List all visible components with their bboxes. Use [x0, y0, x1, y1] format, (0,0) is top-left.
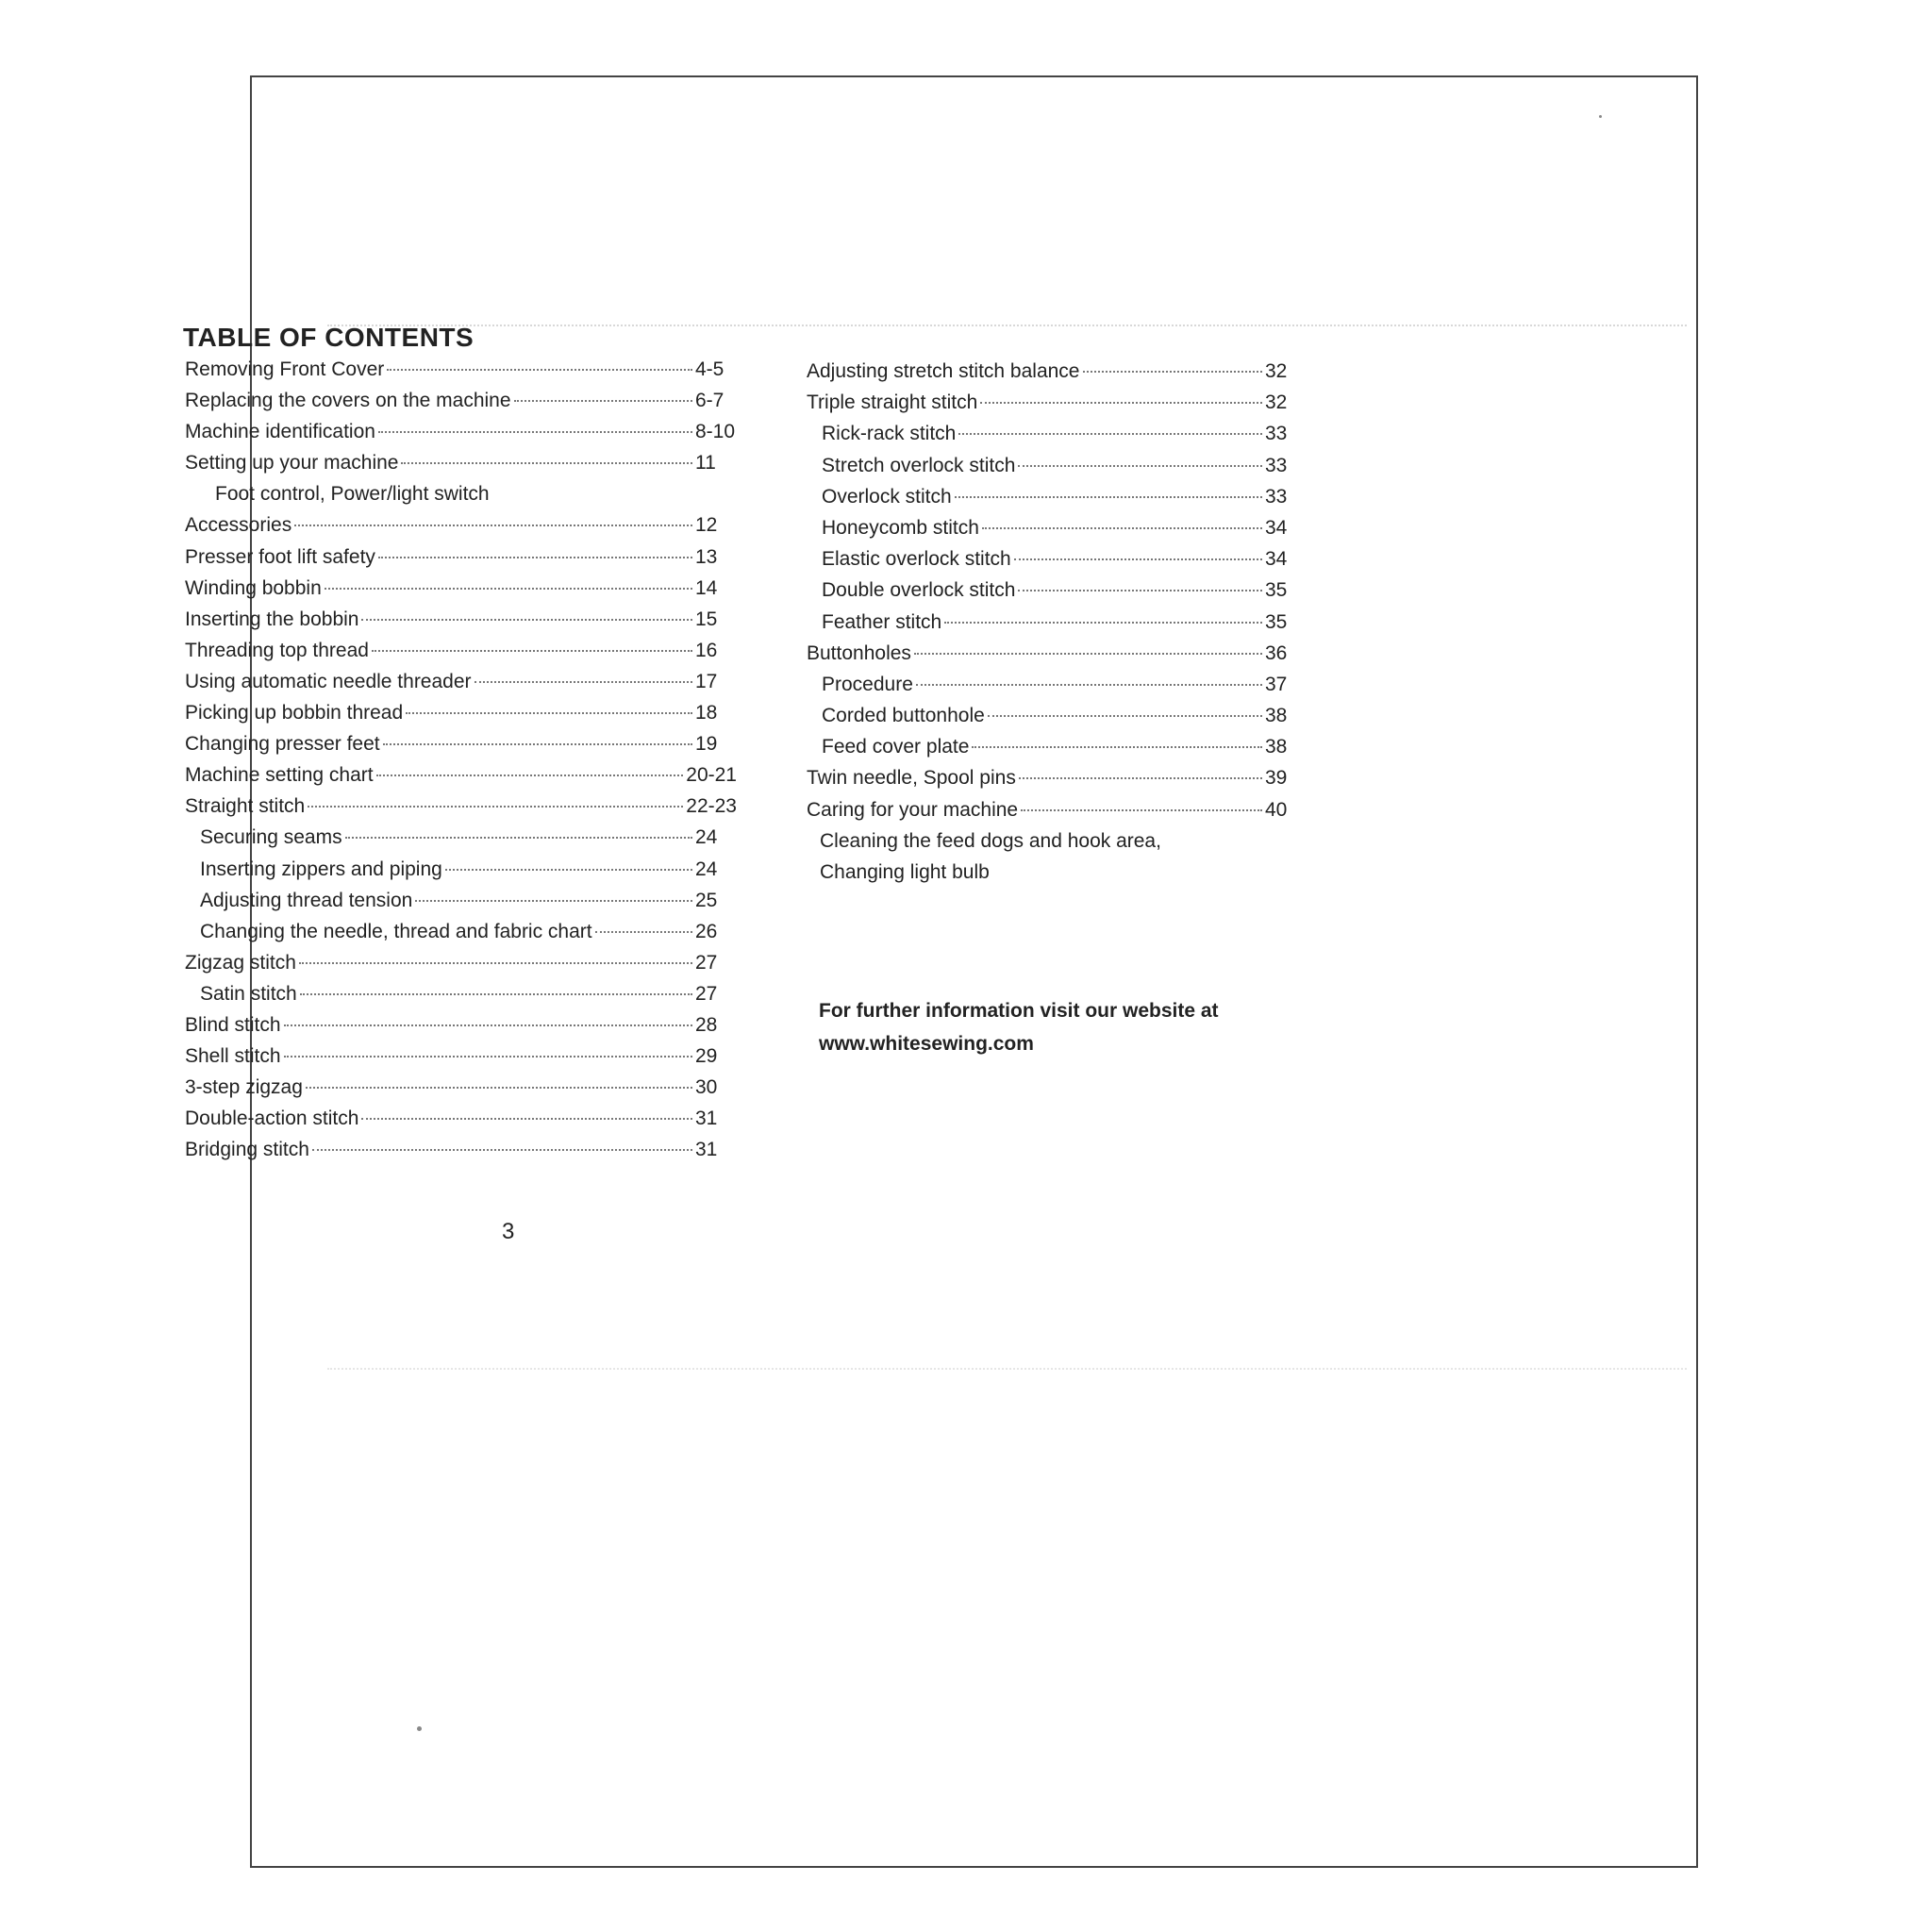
toc-leader-dots	[306, 1087, 692, 1089]
toc-entry-label: Twin needle, Spool pins	[807, 767, 1016, 790]
toc-entry-label: Satin stitch	[200, 982, 297, 1005]
toc-entry-label: Triple straight stitch	[807, 391, 978, 414]
website-note	[819, 994, 1219, 1060]
toc-entry-page: 33	[1265, 485, 1288, 508]
toc-entry-page: 31	[695, 1108, 718, 1130]
toc-entry-label: Changing presser feet	[185, 733, 380, 756]
toc-leader-dots	[361, 1118, 692, 1120]
toc-leader-dots	[406, 712, 692, 714]
toc-entry-page: 20-21	[686, 764, 737, 787]
toc-entry-page: 35	[1265, 610, 1288, 633]
toc-entry	[807, 705, 1307, 736]
toc-entry	[185, 1014, 737, 1045]
toc-entry	[807, 360, 1307, 391]
toc-leader-dots	[988, 715, 1262, 717]
toc-entry-label: Securing seams	[200, 826, 342, 849]
toc-leader-dots	[1018, 590, 1262, 591]
toc-entry	[185, 826, 737, 858]
page-number: 3	[502, 1219, 515, 1244]
toc-entry-page: 4-5	[695, 358, 724, 380]
toc-entry-label: Stretch overlock stitch	[822, 454, 1016, 476]
toc-entry	[185, 733, 737, 764]
toc-entry	[185, 702, 737, 733]
toc-leader-dots	[387, 369, 692, 371]
toc-entry	[185, 1076, 737, 1108]
toc-leader-dots	[294, 525, 692, 526]
toc-entry-page: 32	[1265, 360, 1288, 382]
toc-entry-page: 33	[1265, 423, 1288, 445]
toc-entry	[185, 452, 737, 483]
toc-entry-page: 29	[695, 1045, 718, 1068]
toc-entry-page: 24	[695, 826, 718, 849]
toc-leader-dots	[383, 743, 692, 745]
toc-entry-label: Adjusting stretch stitch balance	[807, 360, 1080, 382]
toc-entry-label: Honeycomb stitch	[822, 516, 979, 539]
toc-note: Cleaning the feed dogs and hook area,	[820, 829, 1161, 852]
toc-entry	[185, 390, 737, 421]
toc-leader-dots	[916, 684, 1262, 686]
toc-entry-label: Picking up bobbin thread	[185, 702, 404, 724]
toc-entry	[185, 546, 737, 577]
toc-entry-page: 27	[695, 951, 718, 974]
toc-leader-dots	[982, 527, 1262, 529]
toc-entry-page: 34	[1265, 548, 1288, 571]
toc-entry-page: 32	[1265, 391, 1288, 414]
toc-entry	[807, 548, 1307, 579]
toc-leader-dots	[1019, 777, 1262, 779]
toc-entry-label: Buttonholes	[807, 641, 911, 664]
toc-leader-dots	[595, 931, 692, 933]
toc-entry-page: 6-7	[695, 390, 724, 412]
toc-entry	[807, 799, 1307, 830]
toc-entry-label: Setting up your machine	[185, 452, 399, 475]
toc-entry-page: 15	[695, 608, 718, 630]
toc-entry-page: 40	[1265, 798, 1288, 821]
toc-entry-label: Bridging stitch	[185, 1139, 309, 1161]
toc-leader-dots	[958, 433, 1262, 435]
toc-entry-page: 28	[695, 1013, 718, 1036]
toc-entry	[185, 983, 737, 1014]
toc-entry-page: 37	[1265, 673, 1288, 695]
toc-leader-dots	[308, 806, 683, 808]
toc-entry-label: Adjusting thread tension	[200, 889, 413, 911]
scan-artifact-line	[327, 325, 1687, 326]
toc-entry-label: Using automatic needle threader	[185, 670, 472, 692]
toc-entry-label: Straight stitch	[185, 795, 306, 818]
toc-entry	[807, 767, 1307, 798]
toc-entry-label: Shell stitch	[185, 1045, 281, 1068]
toc-entry	[807, 486, 1307, 517]
toc-entry-label: Inserting zippers and piping	[200, 858, 442, 880]
toc-entry-page: 11	[695, 452, 716, 475]
toc-entry	[807, 517, 1307, 548]
toc-leader-dots	[1014, 558, 1262, 560]
toc-entry-label: Accessories	[185, 514, 292, 537]
toc-leader-dots	[300, 993, 692, 995]
toc-entry-page: 27	[695, 982, 718, 1005]
toc-entry-page: 31	[695, 1139, 718, 1161]
toc-entry-page: 38	[1265, 736, 1288, 758]
toc-entry-page: 19	[695, 733, 718, 756]
toc-leader-dots	[980, 402, 1262, 404]
toc-entry-page: 24	[695, 858, 718, 880]
toc-leader-dots	[401, 462, 692, 464]
toc-leader-dots	[415, 900, 692, 902]
toc-leader-dots	[914, 653, 1262, 655]
toc-leader-dots	[325, 588, 692, 590]
toc-entry-page: 25	[695, 889, 718, 911]
toc-entry-label: Elastic overlock stitch	[822, 548, 1011, 571]
toc-entry	[185, 640, 737, 671]
toc-entry-label: Machine identification	[185, 421, 375, 443]
toc-entry-label: Inserting the bobbin	[185, 608, 359, 630]
toc-entry	[185, 1139, 737, 1170]
toc-leader-dots	[361, 619, 692, 621]
toc-entry	[807, 736, 1307, 767]
toc-leader-dots	[1083, 371, 1263, 373]
toc-entry	[185, 764, 737, 795]
toc-entry	[185, 1108, 737, 1139]
toc-entry	[185, 1045, 737, 1076]
toc-entry-label: Removing Front Cover	[185, 358, 385, 380]
toc-heading: TABLE OF CONTENTS	[183, 323, 475, 352]
toc-leader-dots	[475, 681, 692, 683]
toc-leader-dots	[972, 746, 1262, 748]
toc-leader-dots	[284, 1056, 692, 1058]
toc-entry-label: Replacing the covers on the machine	[185, 390, 511, 412]
toc-entry	[807, 455, 1307, 486]
toc-leader-dots	[514, 400, 692, 402]
toc-leader-dots	[1021, 809, 1262, 811]
scan-speck	[1599, 115, 1602, 118]
toc-entry-page: 12	[695, 514, 718, 537]
toc-entry	[185, 671, 737, 702]
toc-entry	[185, 514, 737, 545]
toc-leader-dots	[376, 774, 684, 776]
toc-entry-label: Presser foot lift safety	[185, 545, 375, 568]
toc-entry	[185, 358, 737, 390]
toc-leader-dots	[378, 557, 692, 558]
toc-leader-dots	[955, 496, 1262, 498]
toc-entry-label: Caring for your machine	[807, 798, 1019, 821]
toc-entry-page: 30	[695, 1076, 718, 1099]
toc-entry	[807, 642, 1307, 674]
toc-entry	[185, 858, 737, 890]
toc-entry-label: 3-step zigzag	[185, 1076, 303, 1099]
website-url: www.whitesewing.com	[819, 1033, 1034, 1055]
toc-entry	[807, 674, 1307, 705]
scan-artifact-line	[327, 1368, 1687, 1370]
toc-note: Foot control, Power/light switch	[215, 483, 490, 506]
toc-entry	[185, 952, 737, 983]
toc-entry-label: Overlock stitch	[822, 485, 952, 508]
toc-entry-page: 26	[695, 920, 718, 942]
toc-entry-page: 16	[695, 639, 718, 661]
toc-entry-label: Winding bobbin	[185, 576, 322, 599]
toc-entry	[185, 421, 737, 452]
toc-entry	[807, 423, 1307, 454]
toc-entry-page: 17	[695, 670, 718, 692]
toc-entry	[185, 577, 737, 608]
toc-leader-dots	[284, 1024, 692, 1026]
toc-leader-dots	[372, 650, 692, 652]
toc-left-column	[185, 358, 737, 1170]
toc-entry-page: 39	[1265, 767, 1288, 790]
toc-entry-label: Feed cover plate	[822, 736, 970, 758]
toc-leader-dots	[345, 837, 692, 839]
toc-right-column	[807, 360, 1307, 892]
toc-entry-page: 38	[1265, 705, 1288, 727]
toc-leader-dots	[944, 622, 1262, 624]
toc-entry-page: 18	[695, 702, 718, 724]
toc-leader-dots	[445, 869, 692, 871]
toc-note: Changing light bulb	[820, 861, 990, 883]
toc-entry-page: 22-23	[686, 795, 737, 818]
toc-entry	[807, 391, 1307, 423]
toc-entry-page: 36	[1265, 641, 1288, 664]
toc-entry-label: Feather stitch	[822, 610, 942, 633]
toc-entry-page: 13	[695, 545, 718, 568]
toc-entry	[185, 608, 737, 640]
toc-entry-page: 34	[1265, 516, 1288, 539]
toc-entry-label: Rick-rack stitch	[822, 423, 957, 445]
toc-leader-dots	[312, 1149, 692, 1151]
scan-speck	[417, 1726, 422, 1731]
toc-entry-label: Changing the needle, thread and fabric chart	[200, 920, 592, 942]
website-text: For further information visit our website at	[819, 1000, 1219, 1022]
toc-entry-label: Double overlock stitch	[822, 579, 1016, 602]
toc-entry	[185, 795, 737, 826]
toc-leader-dots	[1018, 465, 1262, 467]
toc-entry	[185, 921, 737, 952]
toc-entry-page: 35	[1265, 579, 1288, 602]
toc-leader-dots	[299, 962, 692, 964]
toc-entry-page: 8-10	[695, 421, 736, 443]
toc-entry-label: Machine setting chart	[185, 764, 374, 787]
toc-entry	[185, 890, 737, 921]
toc-entry-label: Threading top thread	[185, 639, 369, 661]
toc-entry	[807, 579, 1307, 610]
toc-entry-label: Procedure	[822, 673, 913, 695]
toc-entry-page: 14	[695, 576, 718, 599]
toc-entry-label: Double-action stitch	[185, 1108, 359, 1130]
toc-entry-label: Blind stitch	[185, 1013, 281, 1036]
toc-leader-dots	[378, 431, 692, 433]
toc-entry-label: Corded buttonhole	[822, 705, 985, 727]
toc-entry-label: Zigzag stitch	[185, 951, 296, 974]
toc-entry	[807, 611, 1307, 642]
toc-entry-page: 33	[1265, 454, 1288, 476]
